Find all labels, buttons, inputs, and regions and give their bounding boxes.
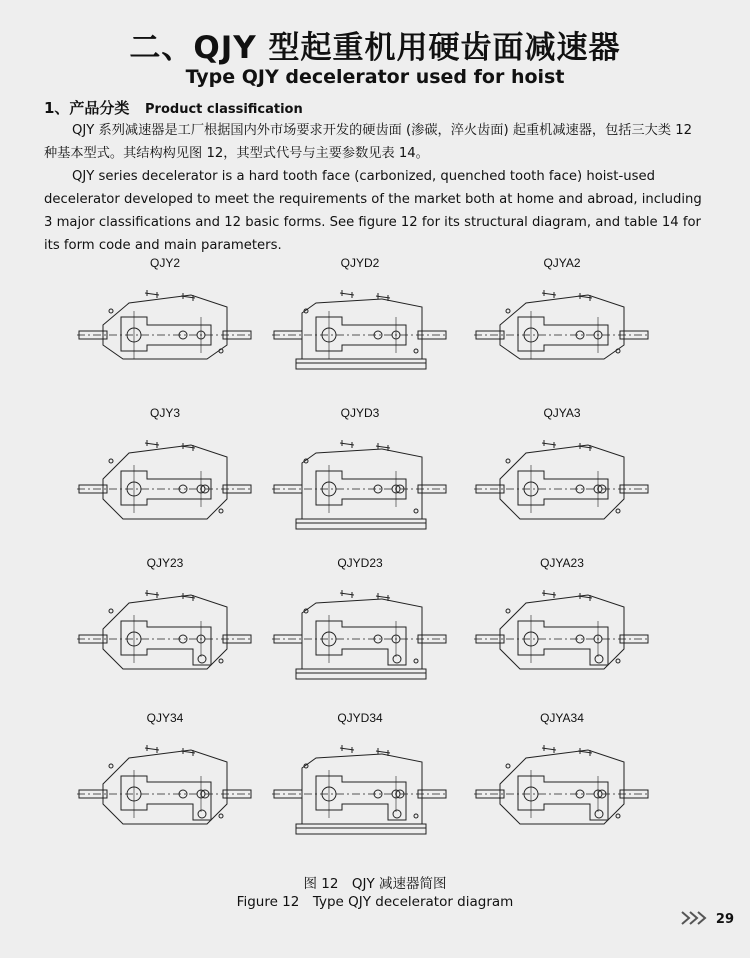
figure-caption-en: Figure 12 Type QJY decelerator diagram (236, 894, 514, 910)
diagram-qjyd3 (272, 406, 448, 529)
diagram-label: QJYD2 (340, 256, 380, 270)
diagram-qjyd34 (272, 711, 448, 834)
diagram-qjyd23 (272, 556, 448, 679)
diagram-qjyd2 (272, 256, 448, 369)
diagram-qjya3 (474, 406, 650, 519)
diagram-label: QJY23 (146, 556, 184, 570)
diagram-qjy34 (77, 711, 253, 824)
diagram-label: QJYD3 (340, 406, 380, 420)
diagram-label: QJYA34 (540, 711, 584, 725)
section-heading-en: Product classification (145, 102, 303, 117)
diagram-qjy23 (77, 556, 253, 669)
diagram-label: QJYD34 (337, 711, 383, 725)
page-title-en: Type QJY decelerator used for hoist (185, 66, 565, 88)
diagram-label: QJYA3 (543, 406, 581, 420)
page-chevron-icon (680, 910, 710, 926)
diagram-label: QJYA2 (543, 256, 581, 270)
page-title-cn: 二、QJY 型起重机用硬齿面减速器 (129, 30, 621, 66)
section-heading-cn: 1、产品分类 (44, 99, 130, 117)
page-number: 29 (715, 912, 734, 927)
diagram-qjya34 (474, 711, 650, 824)
diagram-label: QJYA23 (540, 556, 584, 570)
diagram-label: QJY3 (149, 406, 181, 420)
diagram-label: QJYD23 (337, 556, 383, 570)
diagram-label: QJY34 (146, 711, 184, 725)
diagram-qjya23 (474, 556, 650, 669)
diagram-qjy2 (77, 256, 253, 359)
diagram-label: QJY2 (149, 256, 181, 270)
paragraph-cn-text: QJY 系列减速器是工厂根据国内外市场要求开发的硬齿面 (渗碳，淬火齿面) 起重机减速器，包括三大类 12 种基本型式。其结构构见图 12，其型式代号与主要参数见表 14。 (44, 123, 693, 161)
figure-caption-cn: 图 12 QJY 减速器简图 (303, 876, 447, 892)
diagram-qjya2 (474, 256, 650, 359)
paragraph-en-text: QJY series decelerator is a hard tooth face (carbonized, quenched tooth face) hoist-used decelerator developed to meet the requirements of the market both at home and abroad, including 3 major classifications and 12 basic forms. See figure 12 for its structural diagram, and table 14 for its form code and main parameters. (44, 169, 702, 253)
diagram-qjy3 (77, 406, 253, 519)
